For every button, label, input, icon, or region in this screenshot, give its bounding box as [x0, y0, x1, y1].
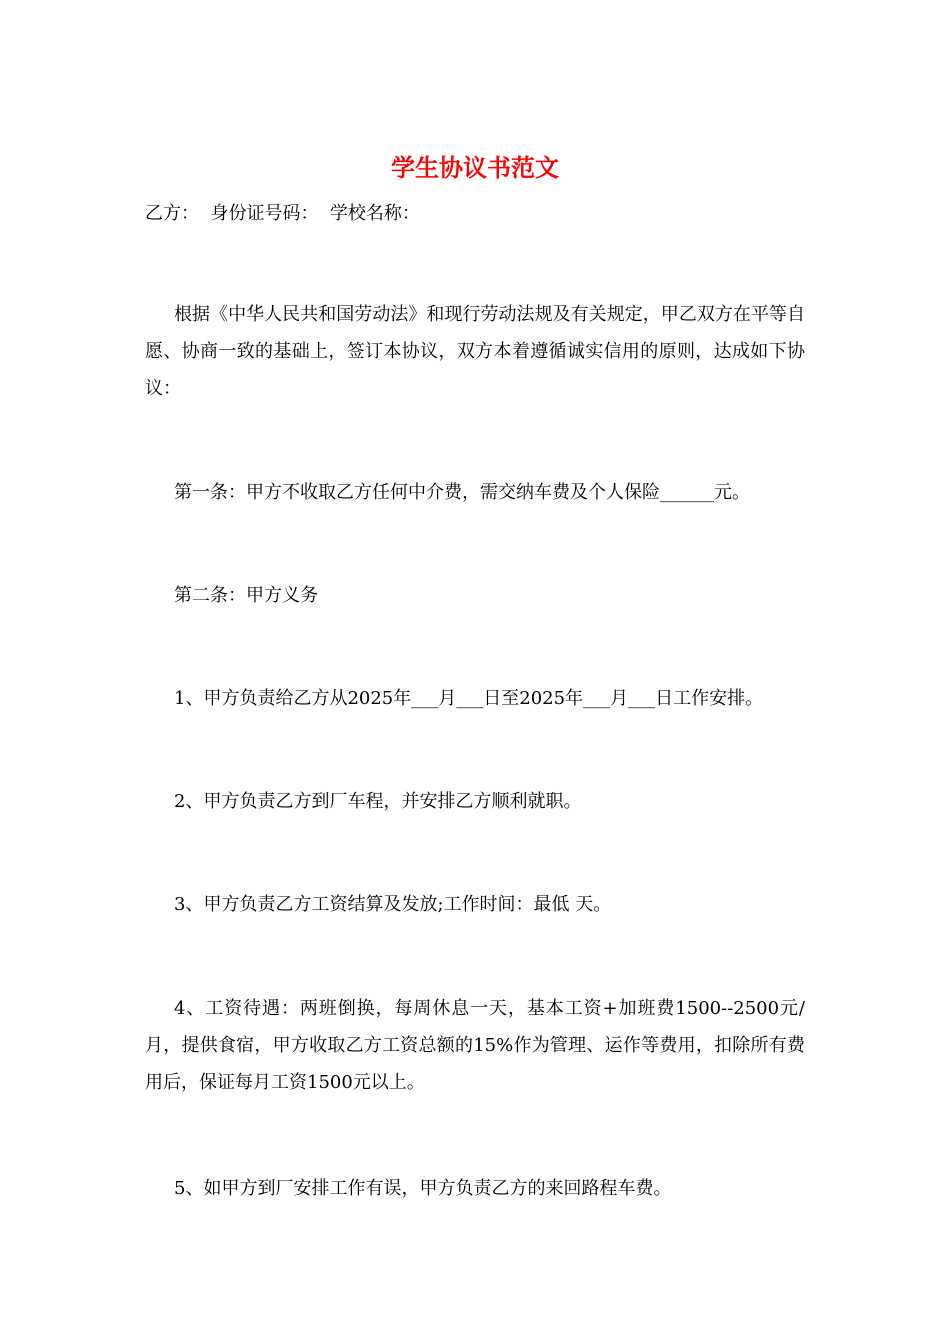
article-2-heading: 第二条：甲方义务	[174, 585, 318, 606]
article-2-item-3: 3、甲方负责乙方工资结算及发放;工作时间：最低 天。	[174, 894, 612, 915]
intro-paragraph: 根据《中华人民共和国劳动法》和现行劳动法规及有关规定，甲乙双方在平等自愿、协商一致的基础上，签订本协议，双方本着遵循诚实信用的原则，达成如下协议：	[145, 304, 805, 399]
article-2-item-4: 4、工资待遇：两班倒换，每周休息一天，基本工资+加班费1500--2500元/月，提供食宿，甲方收取乙方工资总额的15%作为管理、运作等费用，扣除所有费用后，保证每月工资1500元以上。	[145, 998, 805, 1093]
article-1: 第一条：甲方不收取乙方任何中介费，需交纳车费及个人保险______元。	[174, 482, 750, 503]
article-2-item-5: 5、如甲方到厂安排工作有误，甲方负责乙方的来回路程车费。	[174, 1178, 672, 1199]
article-2-item-1: 1、甲方负责给乙方从2025年___月___日至2025年___月___日工作安排。	[174, 688, 764, 709]
article-2-item-2: 2、甲方负责乙方到厂车程，并安排乙方顺利就职。	[174, 791, 582, 812]
party-info-line: 乙方： 身份证号码： 学校名称：	[145, 203, 420, 224]
document-title: 学生协议书范文	[391, 153, 559, 182]
